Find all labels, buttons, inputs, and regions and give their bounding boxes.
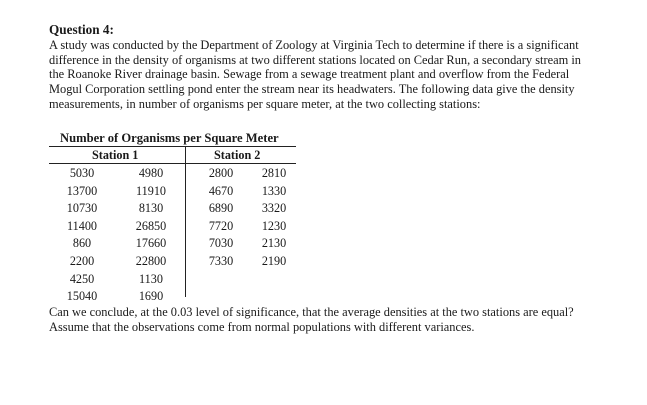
table-cell: 7030 [208,236,234,251]
statement-line: measurements, in number of organisms per square meter, at the two collecting stations: [49,96,481,111]
table-title: Number of Organisms per Square Meter [60,131,279,145]
table-cell: 4250 [69,271,95,286]
table-cell: 11910 [135,183,167,198]
table-cell: 6890 [208,201,234,216]
table-cell: 2130 [261,236,287,251]
question-text [49,305,619,334]
statement-line: difference in the density of organisms at two different stations located on Cedar Run, a secondary stream in [49,52,581,67]
table-cell: 11400 [66,218,98,233]
question-heading: Question 4: [49,22,114,37]
table-cell: 2200 [69,253,95,268]
table-cell: 2190 [261,253,287,268]
statement-line: A study was conducted by the Department of Zoology at Virginia Tech to determine if there is a significant [49,38,579,52]
statement-line: the Roanoke River drainage basin. Sewage from a sewage treatment plant and overflow from the Federal [49,67,570,82]
table-cell: 17660 [135,236,167,251]
question-line: Can we conclude, at the 0.03 level of significance, that the average densities at the two stations are equal? [49,305,574,319]
table-header-rule [49,163,296,164]
station-2-column-b [244,165,304,271]
table-cell: 7720 [208,218,234,233]
table-cell: 4980 [138,166,164,180]
table-cell: 860 [72,236,92,251]
table-cell: 8130 [138,201,164,216]
table-cell: 1690 [138,289,164,304]
station-1-column-a [52,165,112,306]
table-top-rule [49,146,296,147]
table-cell: 4670 [208,183,234,198]
statement-line: Mogul Corporation settling pond enter the stream near its headwaters. The following data give the density [49,82,575,97]
table-cell: 5030 [69,166,95,180]
table-cell: 26850 [135,218,167,233]
table-cell: 3320 [261,201,287,216]
station-1-column-b [121,165,181,306]
table-cell: 7330 [208,253,234,268]
question-line: Assume that the observations come from normal populations with different variances. [49,319,475,334]
table-cell: 10730 [66,201,98,216]
table-cell: 1230 [261,218,287,233]
problem-statement [49,38,619,112]
station-2-column-a [191,165,251,271]
table-cell: 15040 [66,289,98,304]
table-cell: 22800 [135,253,167,268]
table-column-divider [185,147,186,297]
table-cell: 2810 [261,166,287,180]
table-cell: 1130 [139,271,163,286]
station-1-header: Station 1 [92,148,139,162]
table-cell: 13700 [66,183,98,198]
table-cell: 2800 [208,166,234,180]
station-2-header: Station 2 [214,148,261,162]
table-cell: 1330 [261,183,287,198]
